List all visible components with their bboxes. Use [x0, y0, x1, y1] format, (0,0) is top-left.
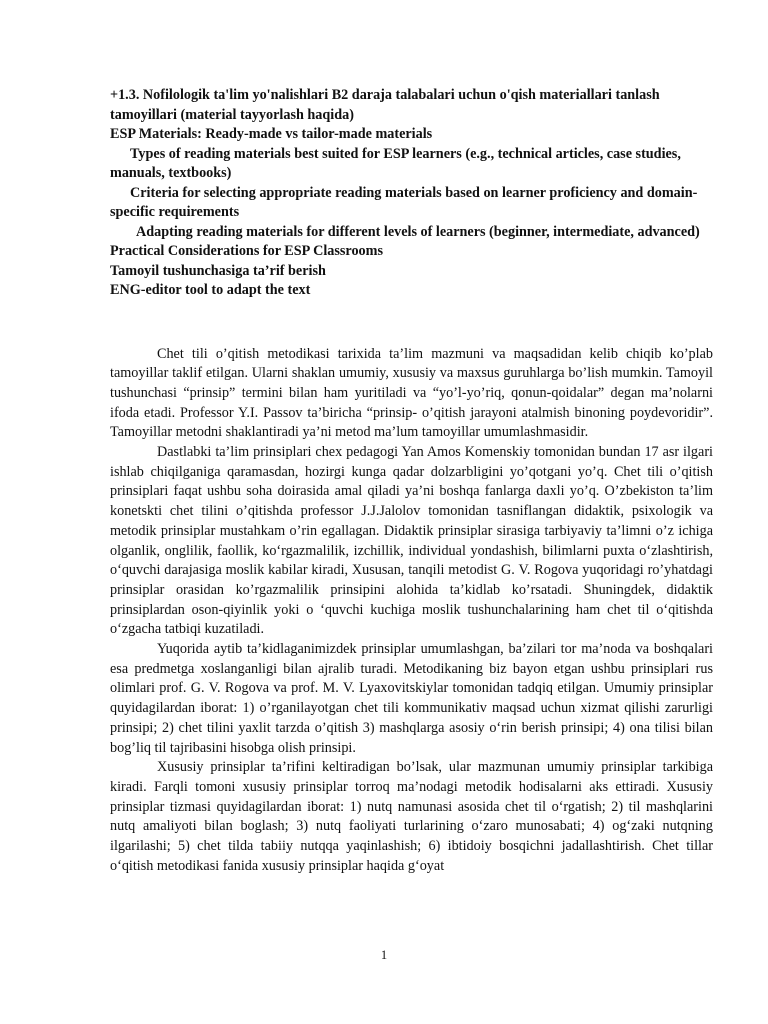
subheading-selection-criteria: Criteria for selecting appropriate reading materials based on learner proficiency and domain-specific requirements: [110, 184, 698, 220]
subheading-eng-editor-tool: ENG-editor tool to adapt the text: [110, 282, 311, 298]
subheading-adapting-materials: Adapting reading materials for different levels of learners (beginner, intermediate, advanced): [136, 223, 700, 240]
body-text: [110, 345, 713, 877]
page-number: 1: [380, 948, 388, 962]
subheading-tamoyil-definition: Tamoyil tushunchasiga ta’rif berish: [110, 262, 326, 279]
subheading-practical-considerations: Practical Considerations for ESP Classrooms: [110, 243, 383, 259]
paragraph: Dastlabki ta’lim prinsiplari chex pedagogi Yan Amos Komenskiy tomonidan bundan 17 asr ilgari ishlab chiqilganiga qaramasdan, hozirgi kunga qadar dolzarbligini yo’qotgani yo’q. Chet tili o’qitish prinsiplari faqat ushbu soha doirasida amal qiladi ya’ni boshqa fanlarga daxli yo’q. O’zbekiston ta’lim konetskti chet tilini o’qitishda professor J.J.Jalolov tomonidan tasniflangan didaktik, psixologik va metodik prinsiplar mustahkam o’rin egallagan. Didaktik prinsiplar sirasiga tarbiyaviy ta’limni o’z ichiga olganlik, onglilik, faollik, ko‘rgazmalilik, izchillik, individual yondashish, bilimlarni puxta o‘zlashtirish, o‘quvchi darajasiga moslik kabilar kiradi, Xususan, tanqili metodist G. V. Rogova yuqoridagi ro’yhatdagi prinsiplar orasidan ko’rgazmalilik prinsipini alohida ta’kidlab ko’rsatadi. Shuningdek, didaktik prinsiplardan oson-qiyinlik yoki o ‘quvchi kuchiga moslik tushunchalarining ham chet til o‘qitishda o‘zgacha tatbiqi kuzatiladi.: [110, 444, 713, 638]
paragraph: Yuqorida aytib ta’kidlaganimizdek prinsiplar umumlashgan, ba’zilari tor ma’noda va boshqalari esa predmetga xoslanganligi bilan ajralib turadi. Metodikaning biz bayon etgan ushbu prinsiplari rus olimlari prof. G. V. Rogova va prof. M. V. Lyaxovitskiylar tomonidan tadqiq etilgan. Umumiy prinsiplar quyidagilardan iborat: 1) o’rganilayotgan chet tili kommunikativ maqsad uchun xizmat qilishi zarurligi prinsipi; 2) chet tilini yaxlit tarzda o’qitish 3) mashqlarga asosiy o‘rin berish prinsipi; 4) ona tilisi bilan bog’liq til tajribasini hisobga olish prinsipi.: [110, 641, 713, 756]
paragraph: Xususiy prinsiplar ta’rifini keltiradigan bo’lsak, ular mazmunan umumiy prinsiplar tarkibiga kiradi. Farqli tomoni xususiy prinsiplar torroq ma’nodagi metodik hodisalarni aks ettiradi. Xususiy prinsiplar tizmasi quyidagilardan iborat: 1) nutq namunasi asosida chet til o‘rgatish; 2) til mashqlarini nutq amaliyoti bilan boglash; 3) nutq faoliyati turlarining o‘zaro munosabati; 4) og‘zaki nutqning ilgarilashi; 5) chet tilda tabiiy nutqqa yaqinlashish; 6) ibtidoiy bosqichni jadallashtirish. Chet tillar o‘qitish metodikasi fanida xususiy prinsiplar haqida g‘oyat: [110, 759, 713, 874]
subheading-types-of-materials: Types of reading materials best suited for ESP learners (e.g., technical articles, case studies, manuals, textbooks): [110, 145, 681, 181]
section-title: +1.3. Nofilologik ta'lim yo'nalishlari B2 daraja talabalari uchun o'qish materiallari tanlash tamoyillari (material tayyorlash haqida): [110, 87, 660, 123]
heading-block: [110, 86, 713, 301]
paragraph: Chet tili o’qitish metodikasi tarixida ta’lim mazmuni va maqsadidan kelib chiqib ko’plab tamoyillar taklif etilgan. Ularni shaklan umumiy, xususiy va maxsus guruhlarga bo’lish mumkin. Tamoyil tushunchasi “prinsip” termini bilan ham yuritiladi va “yo’l-yo’riq, qonun-qoidalar” degan ma’nolarni ifoda etadi. Professor Y.I. Passov ta’biricha “prinsip- o’qitish jarayoni atalmish binoning poydevoridir”. Tamoyillar metodni shaklantiradi ya’ni metod ma’lum tamoyillar umumlashmasidir.: [110, 345, 713, 441]
subheading-esp-materials: ESP Materials: Ready-made vs tailor-made materials: [110, 126, 433, 142]
document-page: [110, 86, 713, 876]
